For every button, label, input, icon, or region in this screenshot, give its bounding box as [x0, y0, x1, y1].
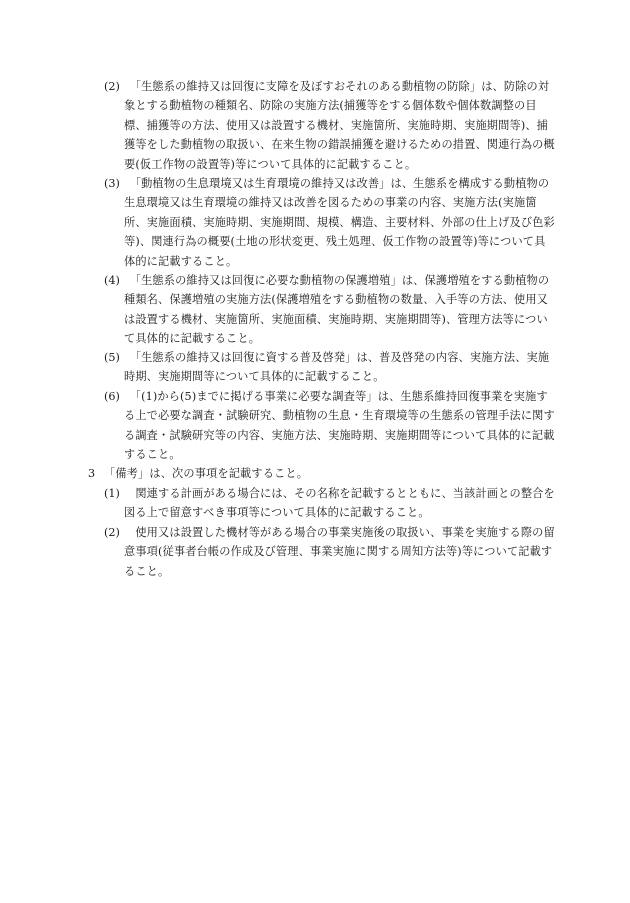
item-number: (4) — [104, 274, 120, 287]
item-text: 「動植物の生息環境又は生育環境の維持又は改善」は、生態系を構成する動植物の生息環境又は生育環境の維持又は改善を図るための事業の内容、実施方法(実施箇所、実施面積、実施時期、実施期間、規模、構造、主要材料、外部の仕上げ及び色彩等)、関連行為の概要(土地の形状変更、残土処理、仮工作物の設置等)等について具体的に記載すること。 — [124, 177, 555, 268]
item-number: (5) — [104, 351, 120, 364]
item-number: (6) — [104, 390, 120, 403]
item-text: 関連する計画がある場合には、その名称を記載するとともに、当該計画との整合を図る上で留意すべき事項等について具体的に記載すること。 — [124, 487, 555, 520]
item-text: 「(1)から(5)までに掲げる事業に必要な調査等」は、生態系維持回復事業を実施する上で必要な調査・試験研究、動植物の生息・生育環境等の生態系の管理手法に関する調査・試験研究等の内容、実施方法、実施時期、実施期間等について具体的に記載すること。 — [124, 390, 555, 462]
item-number: (3) — [104, 177, 120, 190]
item-number: (2) — [104, 526, 120, 539]
item-number: (1) — [104, 487, 120, 500]
section-heading: 「備考」は、次の事項を記載すること。 — [104, 467, 309, 480]
item-text: 「生態系の維持又は回復に資する普及啓発」は、普及啓発の内容、実施方法、実施時期、実施期間等について具体的に記載すること。 — [124, 351, 550, 384]
item-text: 「生態系の維持又は回復に必要な動植物の保護増殖」は、保護増殖をする動植物の種類名、保護増殖の実施方法(保護増殖をする動植物の数量、入手等の方法、使用又は設置する機材、実施箇所、実施面積、実施時期、実施期間等)、管理方法等について具体的に記載すること。 — [124, 274, 550, 346]
section-number: 3 — [88, 467, 96, 480]
item-text: 「生態系の維持又は回復に支障を及ぼすおそれのある動植物の防除」は、防除の対象とする動植物の種類名、防除の実施方法(捕獲等をする個体数や個体数調整の目標、捕獲等の方法、使用又は設置する機材、実施箇所、実施時期、実施期間等)、捕獲等をした動植物の取扱い、在来生物の錯誤捕獲を避けるための措置、関連行為の概要(仮工作物の設置等)等について具体的に記載すること。 — [124, 80, 555, 171]
item-number: (2) — [104, 80, 120, 93]
item-text: 使用又は設置した機材等がある場合の事業実施後の取扱い、事業を実施する際の留意事項(従事者台帳の作成及び管理、事業実施に関する周知方法等)等について記載すること。 — [124, 526, 555, 578]
